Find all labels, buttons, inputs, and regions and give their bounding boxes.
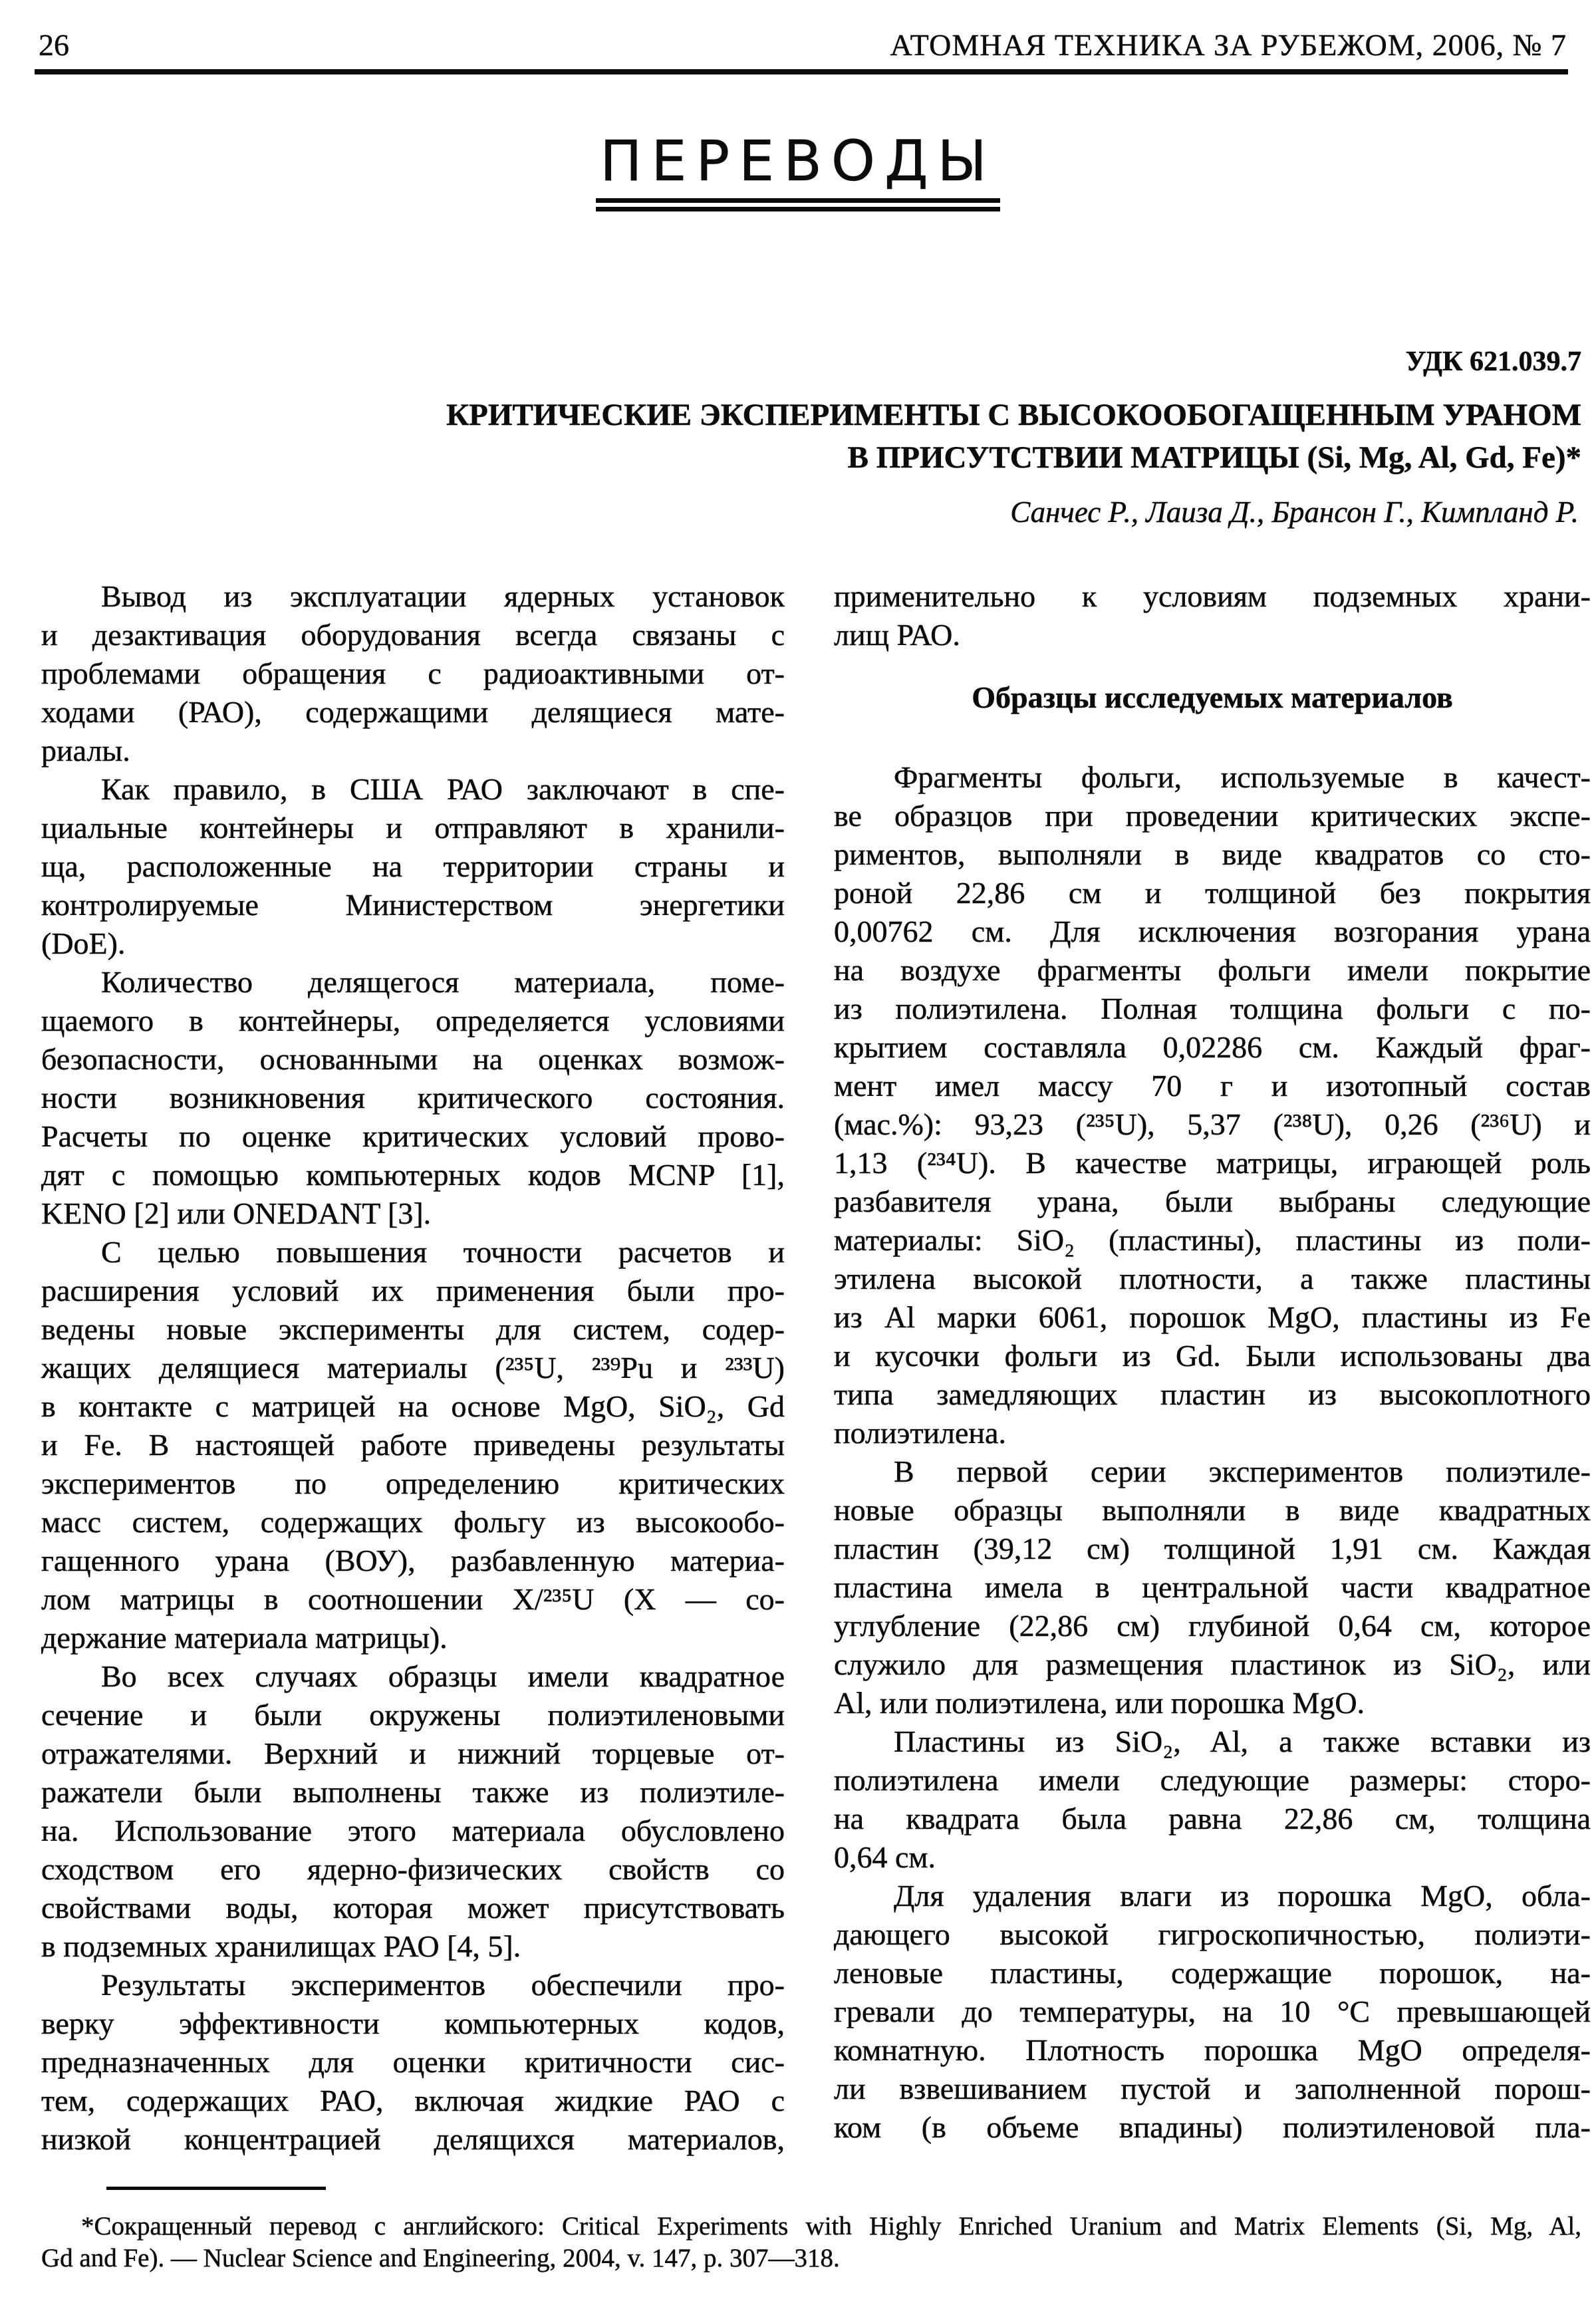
journal-title: АТОМНАЯ ТЕХНИКА ЗА РУБЕЖОМ, 2006, № 7	[890, 28, 1567, 62]
text-line: Gd and Fe). — Nuclear Science and Engineering, 2004, v. 147, p. 307—318.	[41, 2244, 840, 2272]
text-line: Результаты экспериментов обеспечили про-	[101, 1968, 785, 2002]
text-line: полиэтилена имели следующие размеры: сторо-	[834, 1763, 1591, 1797]
text-line: щаемого в контейнеры, определяется условиями	[41, 1004, 785, 1037]
section-banner-title: ПЕРЕВОДЫ	[600, 128, 996, 194]
text-line: ли взвешиванием пустой и заполненной порош-	[834, 2072, 1591, 2105]
page-number: 26	[39, 28, 69, 62]
text-line: ком (в объеме впадины) полиэтиленовой пла-	[834, 2110, 1591, 2144]
text-line: ражатели были выполнены также из полиэтиле-	[41, 1775, 785, 1809]
article-title-line2: В ПРИСУТСТВИИ МАТРИЦЫ (Si, Mg, Al, Gd, Fe)*	[847, 440, 1581, 475]
text-line: риментов, выполняли в виде квадратов со сто-	[834, 837, 1591, 871]
text-line: Вывод из эксплуатации ядерных установок	[101, 579, 785, 613]
article-title-line1: КРИТИЧЕСКИЕ ЭКСПЕРИМЕНТЫ С ВЫСОКООБОГАЩЕННЫМ УРАНОМ	[446, 398, 1581, 432]
text-line: безопасности, основанными на оценках возмож-	[41, 1042, 785, 1076]
text-line: проблемами обращения с радиоактивными от-	[41, 656, 785, 690]
footnote-rule	[106, 2187, 326, 2190]
text-line: материалы: SiO₂ (пластины), пластины из поли-	[834, 1223, 1591, 1257]
text-line: и кусочки фольги из Gd. Были использованы два	[834, 1339, 1591, 1373]
text-line: гревали до температуры, на 10 °C превышающей	[834, 1994, 1591, 2028]
text-line: контролируемые Министерством энергетики	[41, 888, 785, 922]
text-line: гащенного урана (ВОУ), разбавленную материа-	[41, 1544, 785, 1577]
left-column	[41, 577, 785, 2159]
section-banner-underline	[596, 128, 999, 211]
text-line: сходством его ядерно-физических свойств со	[41, 1852, 785, 1886]
text-line: Al, или полиэтилена, или порошка MgO.	[834, 1686, 1365, 1720]
text-line: Как правило, в США РАО заключают в спе-	[101, 772, 785, 806]
text-line: на воздухе фрагменты фольги имели покрытие	[834, 953, 1591, 987]
text-line: предназначенных для оценки критичности сис-	[41, 2045, 785, 2079]
text-line: масс систем, содержащих фольгу из высокообо-	[41, 1505, 785, 1539]
text-line: В первой серии экспериментов полиэтиле-	[894, 1454, 1591, 1488]
article-authors: Санчес Р., Лаиза Д., Брансон Г., Кимпланд Р.	[1010, 495, 1579, 529]
text-line: 0,00762 см. Для исключения возгорания урана	[834, 914, 1591, 948]
text-line: риалы.	[41, 734, 130, 767]
text-line: свойствами воды, которая может присутствовать	[41, 1891, 785, 1925]
running-header	[39, 27, 1567, 64]
section-banner-row	[0, 128, 1596, 211]
text-line: на. Использование этого материала обусловлено	[41, 1814, 785, 1847]
text-line: применительно к условиям подземных храни-	[834, 579, 1591, 613]
text-line: из Al марки 6061, порошок MgO, пластины из Fe	[834, 1300, 1591, 1334]
text-line: лом матрицы в соотношении X/²³⁵U (X — со-	[41, 1582, 785, 1616]
text-line: держание материала матрицы).	[41, 1621, 448, 1655]
text-line: *Сокращенный перевод с английского: Critical Experiments with Highly Enriched Uranium and Matrix Elements (Si, Mg, Al,	[81, 2212, 1581, 2241]
article-title	[446, 394, 1581, 479]
text-line: в подземных хранилищах РАО [4, 5].	[41, 1929, 521, 1963]
text-line: крытием составляла 0,02286 см. Каждый фраг-	[834, 1030, 1591, 1064]
text-line: новые образцы выполняли в виде квадратных	[834, 1493, 1591, 1527]
text-line: тем, содержащих РАО, включая жидкие РАО с	[41, 2084, 785, 2117]
text-line: этилена высокой плотности, а также пластины	[834, 1262, 1591, 1295]
text-line: расширения условий их применения были про-	[41, 1274, 785, 1307]
text-line: роной 22,86 см и толщиной без покрытия	[834, 876, 1591, 910]
text-line: Для удаления влаги из порошка MgO, обла-	[894, 1879, 1591, 1913]
text-line: углубление (22,86 см) глубиной 0,64 см, которое	[834, 1609, 1591, 1643]
text-line: 1,13 (²³⁴U). В качестве матрицы, играющей роль	[834, 1146, 1591, 1180]
text-line: полиэтилена.	[834, 1416, 1006, 1450]
text-line: отражателями. Верхний и нижний торцевые от-	[41, 1736, 785, 1770]
text-line: жащих делящиеся материалы (²³⁵U, ²³⁹Pu и ²³³U)	[41, 1351, 785, 1385]
footnote	[41, 2211, 1581, 2274]
text-line: пластин (39,12 см) толщиной 1,91 см. Каждая	[834, 1532, 1591, 1565]
text-line: из полиэтилена. Полная толщина фольги с по-	[834, 992, 1591, 1025]
article-body	[41, 577, 1591, 2159]
text-line: (DoE).	[41, 926, 126, 960]
section-heading: Образцы исследуемых материалов	[972, 680, 1453, 714]
text-line: и дезактивация оборудования всегда связаны с	[41, 618, 785, 652]
text-line: ходами (РАО), содержащими делящиеся мате-	[41, 695, 785, 729]
text-line: Во всех случаях образцы имели квадратное	[101, 1659, 785, 1693]
text-line: Количество делящегося материала, поме-	[101, 965, 785, 999]
text-line: KENO [2] или ONEDANT [3].	[41, 1196, 432, 1230]
text-line: экспериментов по определению критических	[41, 1466, 785, 1500]
text-line: комнатную. Плотность порошка MgO определя-	[834, 2033, 1591, 2067]
text-line: в контакте с матрицей на основе MgO, SiO₂, Gd	[41, 1389, 785, 1423]
text-line: и Fe. В настоящей работе приведены результаты	[41, 1428, 785, 1462]
text-line: дят с помощью компьютерных кодов MCNP [1],	[41, 1158, 785, 1192]
text-line: леновые пластины, содержащие порошок, на-	[834, 1956, 1591, 1990]
text-line: верку эффективности компьютерных кодов,	[41, 2006, 785, 2040]
udc-code: УДК 621.039.7	[1405, 346, 1581, 377]
text-line: типа замедляющих пластин из высокоплотного	[834, 1377, 1591, 1411]
text-line: 0,64 см.	[834, 1840, 936, 1874]
text-line: низкой концентрацией делящихся материалов,	[41, 2122, 785, 2156]
text-line: на квадрата была равна 22,86 см, толщина	[834, 1802, 1591, 1835]
text-line: ща, расположенные на территории страны и	[41, 849, 785, 883]
text-line: циальные контейнеры и отправляют в хранили-	[41, 811, 785, 845]
text-line: сечение и были окружены полиэтиленовыми	[41, 1698, 785, 1732]
text-line: Фрагменты фольги, используемые в качест-	[894, 760, 1591, 794]
text-line: разбавителя урана, были выбраны следующие	[834, 1184, 1591, 1218]
text-line: ве образцов при проведении критических экспе-	[834, 799, 1591, 833]
text-line: мент имел массу 70 г и изотопный состав	[834, 1069, 1591, 1103]
text-line: служило для размещения пластинок из SiO₂, или	[834, 1647, 1591, 1681]
text-line: лищ РАО.	[834, 618, 960, 652]
text-line: дающего высокой гигроскопичностью, полиэти-	[834, 1917, 1591, 1951]
text-line: пластина имела в центральной части квадратное	[834, 1570, 1591, 1604]
text-line: ведены новые эксперименты для систем, содер-	[41, 1312, 785, 1346]
text-line: С целью повышения точности расчетов и	[101, 1235, 785, 1269]
text-line: (мас.%): 93,23 (²³⁵U), 5,37 (²³⁸U), 0,26 (²³⁶U) и	[834, 1107, 1591, 1141]
right-column	[834, 577, 1591, 2159]
text-line: Расчеты по оценке критических условий прово-	[41, 1119, 785, 1153]
text-line: ности возникновения критического состояния.	[41, 1081, 785, 1115]
header-rule	[35, 69, 1568, 74]
text-line: Пластины из SiO₂, Al, а также вставки из	[894, 1724, 1591, 1758]
